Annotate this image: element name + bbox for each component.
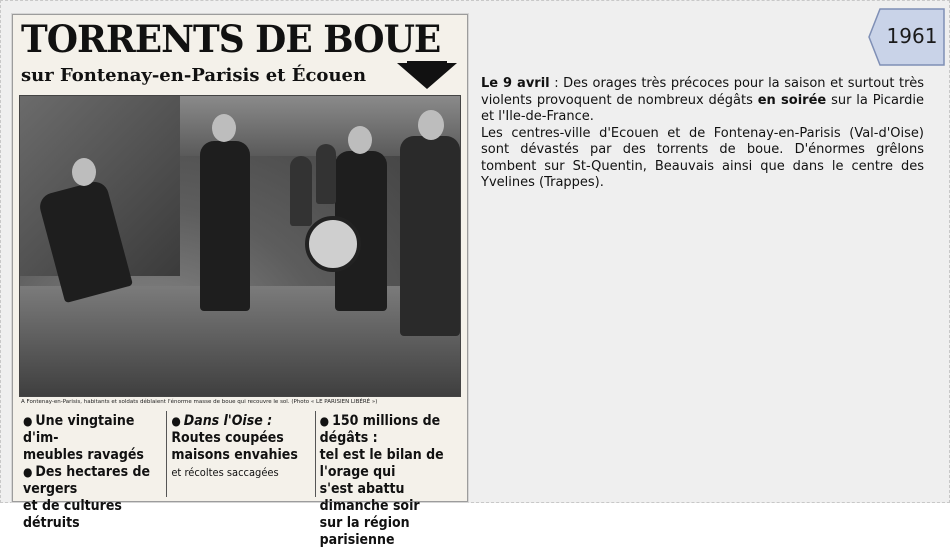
column-line: ● 150 millions de dégâts :: [320, 413, 459, 447]
newspaper-clipping: [12, 14, 468, 548]
column-line: maisons envahies: [171, 447, 298, 463]
column-line: ● Des hectares de vergers: [23, 464, 162, 498]
column-line: Routes coupées: [171, 430, 284, 446]
clipping-columns: [19, 411, 463, 548]
column-line: s'est abattu dimanche soir: [319, 481, 420, 514]
clipping-column: [167, 411, 315, 497]
year-badge: [868, 8, 946, 66]
column-line: et de cultures détruits: [23, 498, 122, 531]
clipping-column: [316, 411, 463, 548]
photo-caption: A Fontenay-en-Parisis, habitants et soldats déblaient l'énorme masse de boue qui recouvre le sol. (Photo « LE PARISIEN LIBÉRÉ »): [21, 399, 378, 405]
column-line: et récoltes saccagées: [171, 466, 279, 479]
clipping-subheadline: sur Fontenay-en-Parisis et Écouen: [21, 65, 367, 86]
column-line: sur la région parisienne: [319, 515, 410, 548]
article-paragraph: Les centres-ville d'Ecouen et de Fontenay-en-Parisis (Val-d'Oise) sont dévastés par des torrents de boue. D'énormes grêlons tombent sur St-Quentin, Beauvais ainsi que dans le centre des Yvelines (Trappes).: [481, 125, 924, 190]
column-line: tel est le bilan de l'orage qui: [319, 447, 444, 480]
paragraph-text: sur la Picardie et l'Ile-de-France.: [481, 92, 924, 124]
news-photo: [19, 95, 461, 397]
article-text: [481, 76, 924, 192]
clipping-headline: TORRENTS DE BOUE: [21, 17, 441, 61]
year-label: 1961: [886, 24, 938, 48]
down-arrow-icon: [397, 63, 457, 89]
clipping-column: [19, 411, 167, 531]
column-line: ● Dans l'Oise :: [171, 413, 310, 430]
emphasis-text: en soirée: [757, 92, 827, 108]
article-paragraph: [481, 76, 924, 126]
date-label: Le 9 avril: [481, 76, 550, 91]
column-line: meubles ravagés: [23, 447, 144, 463]
paragraph-text: : Des orages très précoces pour la saison et surtout très violents provoquent de nombreux dégâts: [481, 76, 924, 108]
column-line: ● Une vingtaine d'im-: [23, 413, 162, 447]
